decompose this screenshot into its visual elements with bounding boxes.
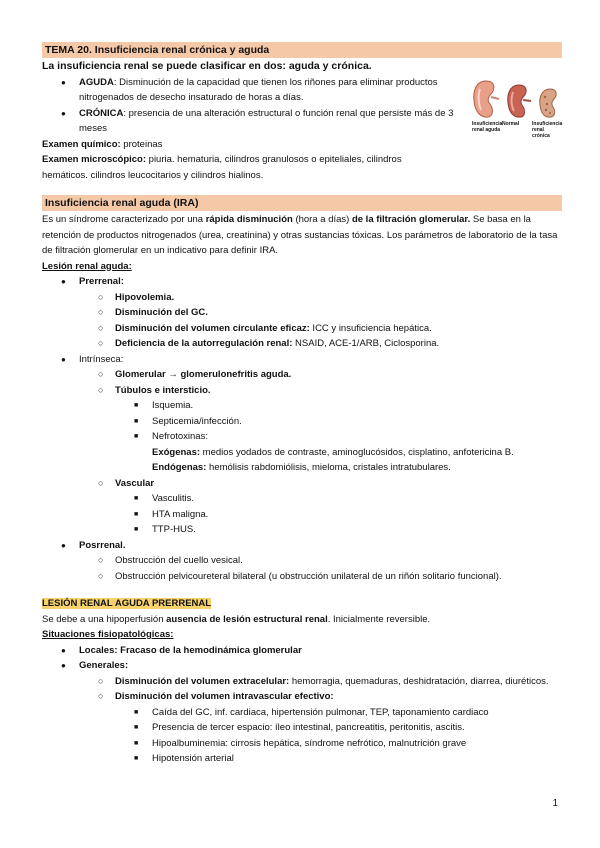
exogenas-line: Exógenas: medios yodados de contraste, aminoglucósidos, cisplatino, anfotericina B. bbox=[152, 446, 514, 458]
bullet-icon: ● bbox=[61, 645, 66, 655]
bullet-icon: ● bbox=[61, 77, 66, 87]
square-bullet-icon: ■ bbox=[134, 510, 139, 518]
kidney-normal-image bbox=[506, 83, 532, 119]
square-bullet-icon: ■ bbox=[134, 708, 139, 716]
kidney-captions bbox=[472, 121, 562, 139]
circle-bullet-icon: ○ bbox=[98, 322, 104, 333]
list-item-glomerular: ○ Glomerular → glomerulonefritis aguda. bbox=[42, 367, 562, 383]
list-item-intra-1: ■ Presencia de tercer espacio: íleo intestinal, pancreatitis, peritonitis, ascitis. bbox=[42, 720, 562, 736]
page-number: 1 bbox=[552, 798, 558, 809]
list-item-pre-3: ○ Deficiencia de la autorregulación renal: NSAID, ACE-1/ARB, Ciclosporina. bbox=[42, 336, 562, 352]
list-item-cronica: ● CRÓNICA: presencia de una alteración estructural o función renal que persiste más de 3 meses bbox=[61, 107, 454, 134]
kidney-figure bbox=[472, 79, 562, 139]
situaciones-heading: Situaciones fisiopatológicas: bbox=[42, 629, 174, 640]
list-item-intra-2: ■ Hipoalbuminemia: cirrosis hepática, síndrome nefrótico, malnutrición grave bbox=[42, 736, 562, 752]
circle-bullet-icon: ○ bbox=[98, 338, 104, 348]
circle-bullet-icon: ○ bbox=[98, 369, 104, 379]
circle-bullet-icon: ○ bbox=[98, 307, 104, 317]
section-title-ira: Insuficiencia renal aguda (IRA) bbox=[42, 195, 562, 211]
list-item-tubulos: ○ Túbulos e intersticio. bbox=[42, 383, 562, 399]
bullet-icon: ● bbox=[61, 277, 66, 286]
square-bullet-icon: ■ bbox=[134, 495, 139, 502]
list-item-intra-3: ■ Hipotensión arterial bbox=[42, 751, 562, 767]
caption-acute: Insuficiencia renal aguda bbox=[472, 121, 503, 133]
bullet-icon: ● bbox=[61, 661, 66, 670]
document-page bbox=[42, 42, 562, 767]
kidney-acute-image bbox=[472, 79, 500, 119]
prerrenal-paragraph: Se debe a una hipoperfusión ausencia de lesión estructural renal. Inicialmente reversible. bbox=[42, 613, 431, 625]
caption-chronic: Insuficiencia renal crónica bbox=[532, 121, 563, 139]
square-bullet-icon: ■ bbox=[134, 755, 139, 762]
square-bullet-icon: ■ bbox=[134, 526, 139, 533]
list-item-tub-1: ■ Septicemia/infección. bbox=[42, 414, 562, 430]
lesion-heading: Lesión renal aguda: bbox=[42, 260, 132, 272]
endogenas-line: Endógenas: hemólisis rabdomiólisis, mieloma, cristales intratubulares. bbox=[152, 462, 451, 473]
list-item-pre-2: ○ Disminución del volumen circulante eficaz: ICC y insuficiencia hepática. bbox=[42, 321, 562, 337]
list-item-extracelular: ○ Disminución del volumen extracelular: hemorragia, quemaduras, deshidratación, diarrea, diuréticos. bbox=[42, 674, 562, 690]
list-item-tub-0: ■ Isquemia. bbox=[42, 398, 562, 414]
list-item-pre-0: ○ Hipovolemia. bbox=[42, 290, 562, 306]
bullet-icon: ● bbox=[61, 108, 66, 118]
section-title-tema20: TEMA 20. Insuficiencia renal crónica y aguda bbox=[42, 42, 562, 58]
list-item-vascular: ○ Vascular bbox=[42, 476, 562, 492]
square-bullet-icon: ■ bbox=[134, 433, 139, 440]
circle-bullet-icon: ○ bbox=[98, 477, 104, 488]
list-item-prerrenal: ● Prerrenal: bbox=[42, 274, 562, 290]
examen-microscopico: Examen microscópico: piuria. hematuria, cilindros granulosos o epiteliales, cilindros hemáticos. cilindros leucocitarios y cilindros hialinos. bbox=[42, 154, 402, 181]
list-item-pre-1: ○ Disminución del GC. bbox=[42, 305, 562, 321]
list-item-vasc-1: ■ HTA maligna. bbox=[42, 507, 562, 523]
circle-bullet-icon: ○ bbox=[98, 384, 104, 395]
bullet-icon: ● bbox=[61, 354, 66, 364]
list-item-locales: ● Locales: Fracaso de la hemodinámica glomerular bbox=[42, 643, 562, 659]
intro-line: La insuficiencia renal se puede clasificar en dos: aguda y crónica. bbox=[42, 60, 372, 72]
square-bullet-icon: ■ bbox=[134, 417, 139, 425]
list-item-aguda: ● AGUDA: Disminución de la capacidad que tienen los riñones para eliminar productos nitrogenados de desecho insaturado de horas a días. bbox=[61, 76, 438, 103]
bullet-icon: ● bbox=[61, 540, 66, 550]
section-title-prerrenal: LESIÓN RENAL AGUDA PRERRENAL bbox=[42, 598, 212, 609]
circle-bullet-icon: ○ bbox=[98, 675, 104, 686]
square-bullet-icon: ■ bbox=[134, 402, 139, 409]
circle-bullet-icon: ○ bbox=[98, 570, 104, 581]
list-item-pos-0: ○ Obstrucción del cuello vesical. bbox=[42, 553, 562, 569]
square-bullet-icon: ■ bbox=[134, 739, 139, 747]
kidney-chronic-image bbox=[538, 87, 562, 119]
list-item-pos-1: ○ Obstrucción pelvicoureteral bilateral (u obstrucción unilateral de un riñón solitario funcional). bbox=[42, 569, 562, 585]
list-item-tub-2: ■ Nefrotoxinas: bbox=[42, 429, 562, 445]
ira-paragraph: Es un síndrome caracterizado por una rápida disminución (hora a días) de la filtración glomerular. Se basa en la retención de productos nitrogenados (urea, creatinina) y otras sustancias tóxicas. Los parámetros de laboratorio de la tasa de filtración glomerular en un indicativo para definir IRA. bbox=[42, 214, 558, 256]
list-item-intravascular: ○ Disminución del volumen intravascular efectivo: bbox=[42, 689, 562, 705]
square-bullet-icon: ■ bbox=[134, 724, 139, 731]
list-item-intra-0: ■ Caída del GC, inf. cardiaca, hipertensión pulmonar, TEP, taponamiento cardiaco bbox=[42, 705, 562, 721]
list-item-generales: ● Generales: bbox=[42, 658, 562, 674]
examen-quimico: Examen químico: proteinas bbox=[42, 138, 163, 150]
circle-bullet-icon: ○ bbox=[98, 555, 104, 565]
list-item-posrrenal: ● Posrrenal. bbox=[42, 538, 562, 554]
list-item-vasc-2: ■ TTP-HUS. bbox=[42, 522, 562, 538]
circle-bullet-icon: ○ bbox=[98, 691, 104, 701]
caption-normal: Normal bbox=[502, 121, 520, 127]
circle-bullet-icon: ○ bbox=[98, 291, 104, 302]
list-item-vasc-0: ■ Vasculitis. bbox=[42, 491, 562, 507]
list-item-intrinseca: ● Intrínseca: bbox=[42, 352, 562, 368]
